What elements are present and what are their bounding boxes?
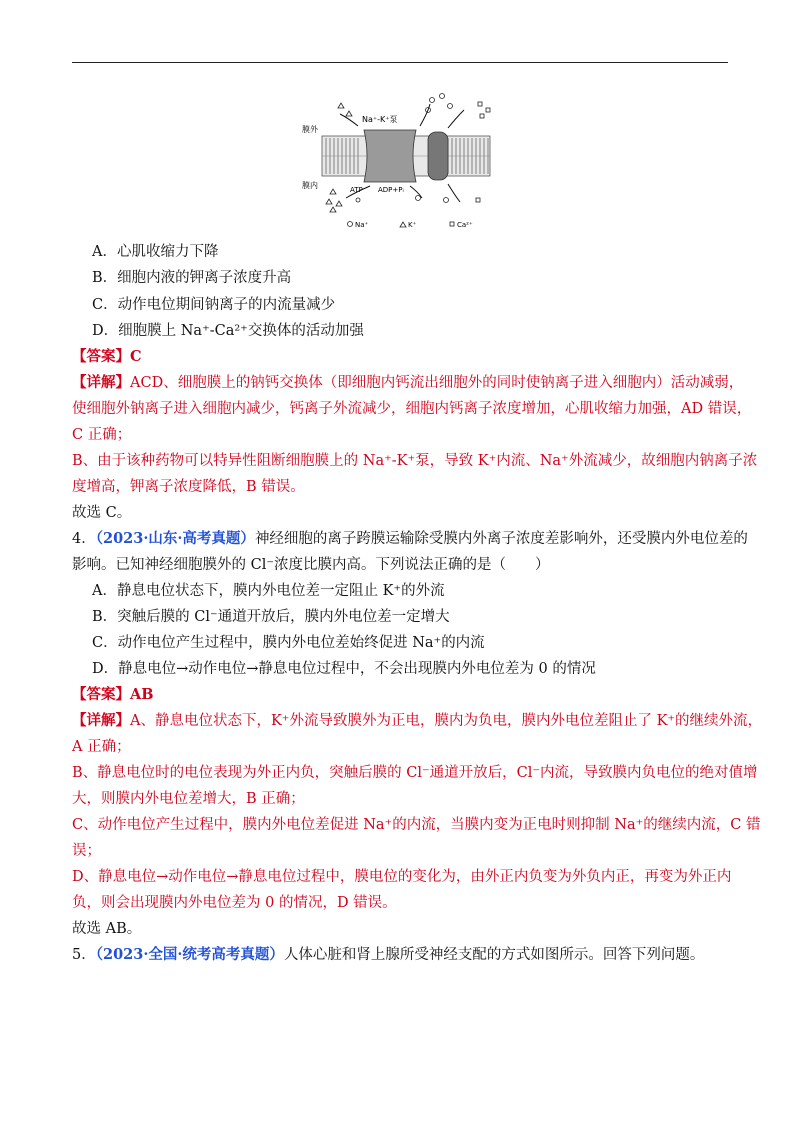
q4-option-b: B．突触后膜的 Cl⁻通道开放后，膜内外电位差一定增大 — [92, 609, 450, 625]
q4-option-d: D．静息电位→动作电位→静息电位过程中，不会出现膜内外电位差为 0 的情况 — [92, 661, 596, 677]
q4-detail-line — [72, 711, 762, 731]
q3-conclusion: 故选 C。 — [72, 505, 132, 521]
q4-detail-line: C、动作电位产生过程中，膜内外电位差促进 Na⁺的内流，当膜内变为正电时则抑制 Na⁺的继续内流，C 错 — [72, 817, 761, 833]
legend-ca: Ca²⁺ — [457, 221, 473, 229]
legend-na: Na⁺ — [355, 221, 369, 229]
q5-source: （2023·全国·统考高考真题） — [95, 946, 284, 963]
header-rule — [72, 62, 728, 63]
atp-label: ATP — [350, 186, 363, 194]
q4-detail-line: 负，则会出现膜内外电位差为 0 的情况，D 错误。 — [72, 895, 397, 911]
pump-label: Na⁺-K⁺泵 — [362, 115, 398, 124]
q4-source: （2023·山东·高考真题） — [95, 530, 255, 547]
adp-label: ADP+Pᵢ — [378, 186, 404, 194]
q5-number: 5． — [72, 947, 96, 963]
q3-option-a: A．心肌收缩力下降 — [92, 244, 219, 260]
membrane-transport-figure — [300, 88, 510, 238]
q3-detail-line: C 正确； — [72, 427, 132, 443]
q3-answer — [72, 347, 142, 367]
q4-option-c: C．动作电位产生过程中，膜内外电位差始终促进 Na⁺的内流 — [92, 635, 485, 651]
detail-label: 【详解】 — [72, 374, 130, 391]
q4-answer — [72, 685, 154, 705]
detail-text: A、静息电位状态下，K⁺外流导致膜外为正电，膜内为负电，膜内外电位差阻止了 K⁺的继续外流， — [130, 713, 763, 729]
q4-detail-line: 误； — [72, 843, 101, 859]
label-inside: 膜内 — [302, 181, 318, 190]
q5-stem-line — [72, 945, 704, 965]
q3-detail-line: 使细胞外钠离子进入细胞内减少，钙离子外流减少，细胞内钙离子浓度增加，心肌收缩力加强，AD 错误， — [72, 401, 752, 417]
answer-value: C — [130, 348, 142, 365]
q4-detail-line: 大，则膜内外电位差增大，B 正确； — [72, 791, 305, 807]
exchanger-protein — [428, 132, 448, 180]
q3-option-c: C．动作电位期间钠离子的内流量减少 — [92, 297, 336, 313]
answer-label: 【答案】 — [72, 686, 130, 703]
q4-detail-line: B、静息电位时的电位表现为外正内负，突触后膜的 Cl⁻通道开放后，Cl⁻内流，导致膜内负电位的绝对值增 — [72, 765, 758, 781]
detail-label: 【详解】 — [72, 712, 130, 729]
q4-stem-line: 影响。已知神经细胞膜外的 Cl⁻浓度比膜内高。下列说法正确的是（ ） — [72, 557, 550, 573]
q4-option-a: A．静息电位状态下，膜内外电位差一定阻止 K⁺的外流 — [92, 583, 445, 599]
q3-option-b: B．细胞内液的钾离子浓度升高 — [92, 270, 292, 286]
q3-detail-line — [72, 373, 743, 393]
legend-k: K⁺ — [408, 221, 417, 229]
q4-conclusion: 故选 AB。 — [72, 921, 142, 937]
q4-stem-line — [72, 529, 748, 549]
label-outside: 膜外 — [302, 125, 318, 134]
q5-stem-text: 人体心脏和肾上腺所受神经支配的方式如图所示。回答下列问题。 — [283, 947, 705, 963]
q3-detail-line: 度增高，钾离子浓度降低，B 错误。 — [72, 479, 305, 495]
q4-detail-line: A 正确； — [72, 739, 131, 755]
q4-stem-text: 神经细胞的离子跨膜运输除受膜内外离子浓度差影响外，还受膜内外电位差的 — [254, 531, 748, 547]
detail-text: ACD、细胞膜上的钠钙交换体（即细胞内钙流出细胞外的同时使钠离子进入细胞内）活动减弱， — [130, 375, 744, 391]
answer-label: 【答案】 — [72, 348, 130, 365]
na-k-pump-protein — [364, 130, 416, 182]
figure-legend — [348, 221, 473, 229]
q3-option-d: D．细胞膜上 Na⁺-Ca²⁺交换体的活动加强 — [92, 323, 364, 339]
q3-detail-line: B、由于该种药物可以特异性阻断细胞膜上的 Na⁺-K⁺泵，导致 K⁺内流、Na⁺外流减少，故细胞内钠离子浓 — [72, 453, 758, 469]
q4-number: 4． — [72, 531, 96, 547]
q4-detail-line: D、静息电位→动作电位→静息电位过程中，膜电位的变化为，由外正内负变为外负内正，再变为外正内 — [72, 869, 732, 885]
answer-value: AB — [130, 686, 154, 703]
